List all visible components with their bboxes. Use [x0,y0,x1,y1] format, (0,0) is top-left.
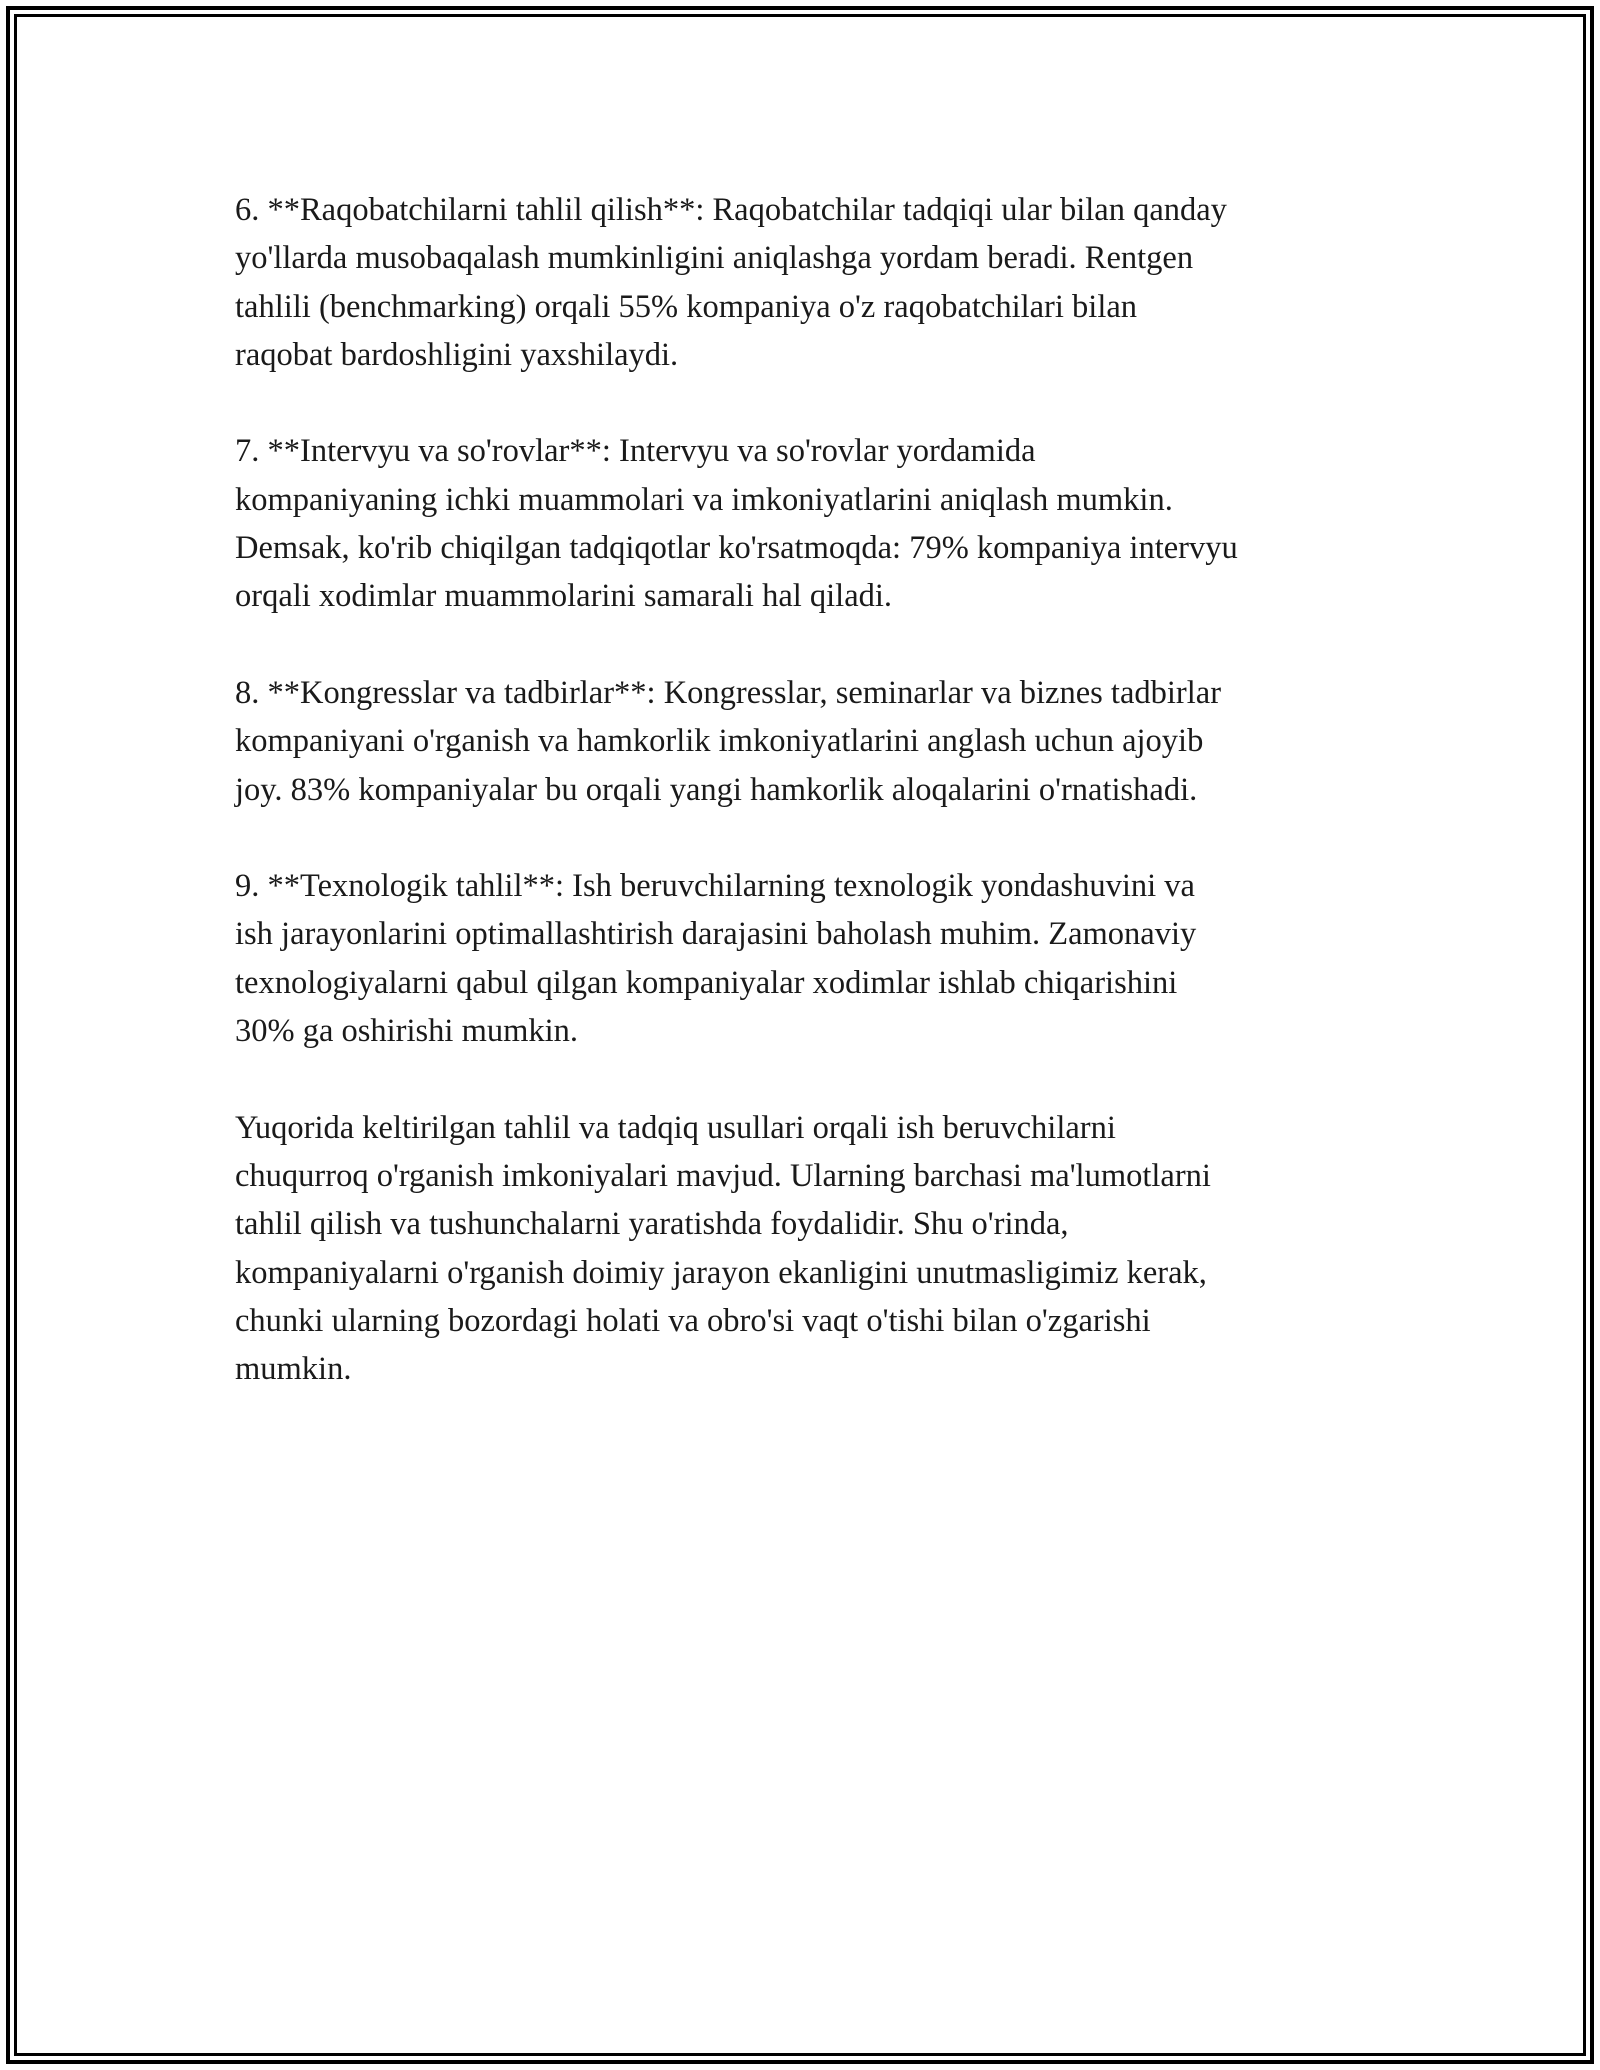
text-line: 7. **Intervyu va so'rovlar**: Intervyu va so'rovlar yordamida [235,433,1036,470]
paragraph-interviews-surveys [235,427,1385,620]
paragraph-competitor-analysis [235,186,1385,379]
text-line: Demsak, ko'rib chiqilgan tadqiqotlar ko'rsatmoqda: 79% kompaniya intervyu [235,530,1238,567]
text-line: kompaniyani o'rganish va hamkorlik imkoniyatlarini anglash uchun ajoyib [235,723,1204,760]
text-line: 9. **Texnologik tahlil**: Ish beruvchilarning texnologik yondashuvini va [235,868,1195,905]
text-line: 6. **Raqobatchilarni tahlil qilish**: Raqobatchilar tadqiqi ular bilan qanday [235,192,1227,228]
text-line: raqobat bardoshligini yaxshilaydi. [235,336,679,373]
paragraph-congresses-events [235,669,1385,814]
text-line: orqali xodimlar muammolarini samarali hal qiladi. [235,578,893,615]
text-line: texnologiyalarni qabul qilgan kompaniyalar xodimlar ishlab chiqarishini [235,964,1178,1001]
text-line: 8. **Kongresslar va tadbirlar**: Kongresslar, seminarlar va biznes tadbirlar [235,674,1222,711]
text-line: kompaniyalarni o'rganish doimiy jarayon ekanligini unutmasligimiz kerak, [235,1254,1207,1291]
text-line: tahlil qilish va tushunchalarni yaratishda foydalidir. Shu o'rinda, [235,1206,1069,1243]
text-line: kompaniyaning ichki muammolari va imkoniyatlarini aniqlash mumkin. [235,481,1173,518]
text-line: chuqurroq o'rganish imkoniyalari mavjud. Ularning barchasi ma'lumotlarni [235,1157,1211,1194]
text-line: Yuqorida keltirilgan tahlil va tadqiq usullari orqali ish beruvchilarni [235,1109,1116,1146]
text-line: chunki ularning bozordagi holati va obro'si vaqt o'tishi bilan o'zgarishi [235,1302,1151,1339]
text-line: ish jarayonlarini optimallashtirish darajasini baholash muhim. Zamonaviy [235,916,1197,953]
text-line: 30% ga oshirishi mumkin. [235,1013,579,1050]
text-line: mumkin. [235,1351,352,1388]
text-line: yo'llarda musobaqalash mumkinligini aniqlashga yordam beradi. Rentgen [235,240,1194,277]
paragraph-conclusion [235,1104,1385,1394]
text-line: joy. 83% kompaniyalar bu orqali yangi hamkorlik aloqalarini o'rnatishadi. [235,771,1198,808]
document-body [235,186,1385,1442]
paragraph-technology-analysis [235,862,1385,1055]
text-line: tahlili (benchmarking) orqali 55% kompaniya o'z raqobatchilari bilan [235,288,1138,325]
